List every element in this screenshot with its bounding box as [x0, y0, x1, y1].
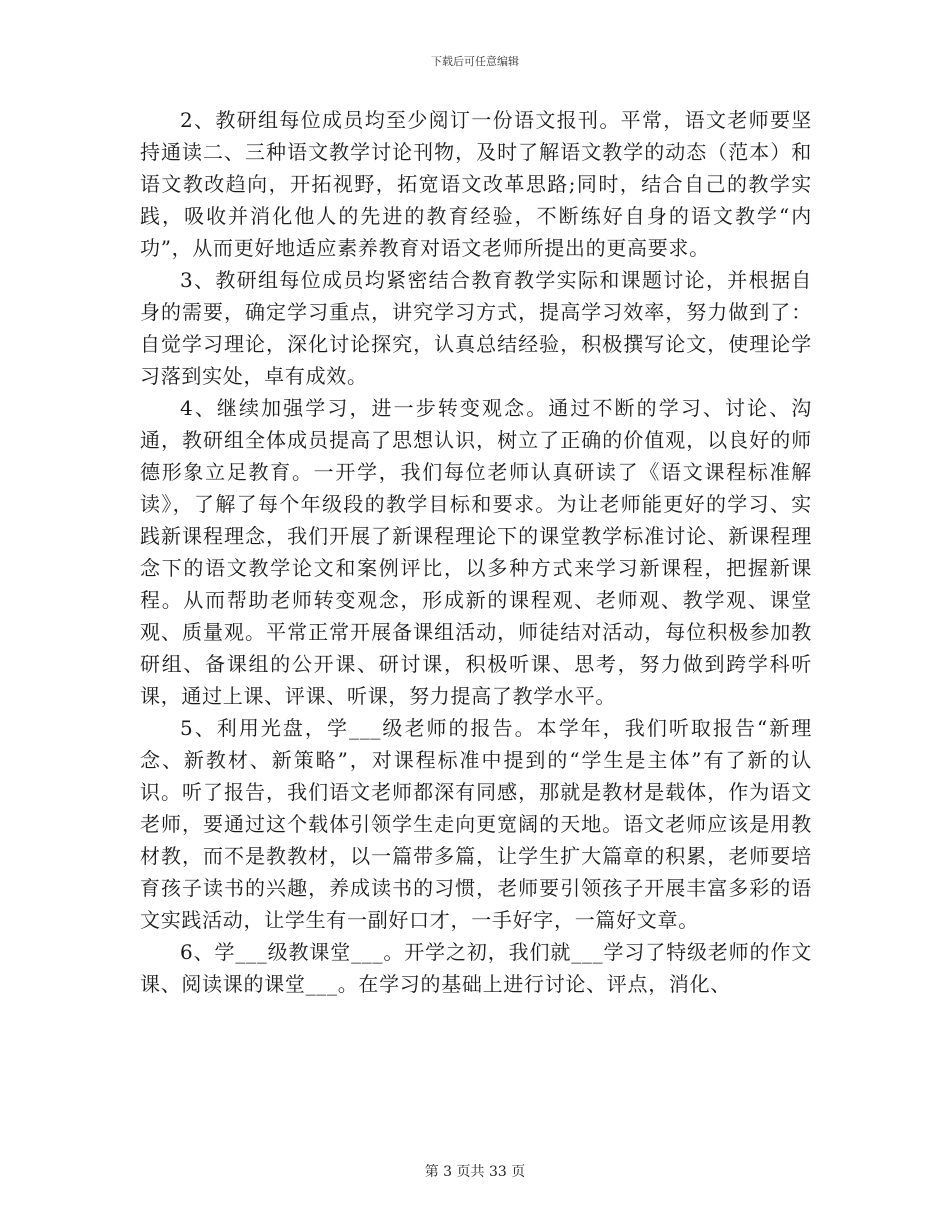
page-footer: 第 3 页共 33 页 — [424, 1164, 526, 1180]
paragraph-5: 5、利用光盘，学___级老师的报告。本学年，我们听取报告“新理念、新教材、新策略”，对课程标准中提到的“学生是主体”有了新的认识。听了报告，我们语文老师都深有同感，那就是教材是载体，作为语文老师，要通过这个载体引领学生走向更宽阔的天地。语文老师应该是用教材教，而不是教教材，以一篇带多篇，让学生扩大篇章的积累，老师要培育孩子读书的兴趣，养成读书的习惯，老师要引领孩子开展丰富多彩的语文实践活动，让学生有一副好口才，一手好字，一篇好文章。 — [140, 716, 812, 932]
paragraph-2: 2、教研组每位成员均至少阅订一份语文报刊。平常，语文老师要坚持通读二、三种语文教学讨论刊物，及时了解语文教学的动态（范本）和语文教改趋向，开拓视野，拓宽语文改革思路;同时，结合自己的教学实践，吸收并消化他人的先进的教育经验，不断练好自身的语文教学“内功”，从而更好地适应素养教育对语文老师所提出的更高要求。 — [140, 108, 812, 260]
paragraph-4: 4、继续加强学习，进一步转变观念。通过不断的学习、讨论、沟通，教研组全体成员提高了思想认识，树立了正确的价值观，以良好的师德形象立足教育。一开学，我们每位老师认真研读了《语文课程标准解读》，了解了每个年级段的教学目标和要求。为让老师能更好的学习、实践新课程理念，我们开展了新课程理论下的课堂教学标准讨论、新课程理念下的语文教学论文和案例评比，以多种方式来学习新课程，把握新课程。从而帮助老师转变观念，形成新的课程观、老师观、教学观、课堂观、质量观。平常正常开展备课组活动，师徒结对活动，每位积极参加教研组、备课组的公开课、研讨课，积极听课、思考，努力做到跨学科听课，通过上课、评课、听课，努力提高了教学水平。 — [140, 396, 812, 708]
paragraph-3: 3、教研组每位成员均紧密结合教育教学实际和课题讨论，并根据自身的需要，确定学习重点，讲究学习方式，提高学习效率，努力做到了：自觉学习理论，深化讨论探究，认真总结经验，积极撰写论文，使理论学习落到实处，卓有成效。 — [140, 268, 812, 388]
page-header: 下载后可任意编辑 — [431, 55, 519, 68]
paragraph-6: 6、学___级教课堂___。开学之初，我们就___学习了特级老师的作文课、阅读课的课堂___。在学习的基础上进行讨论、评点，消化、 — [140, 940, 812, 996]
document-body — [140, 104, 812, 1000]
